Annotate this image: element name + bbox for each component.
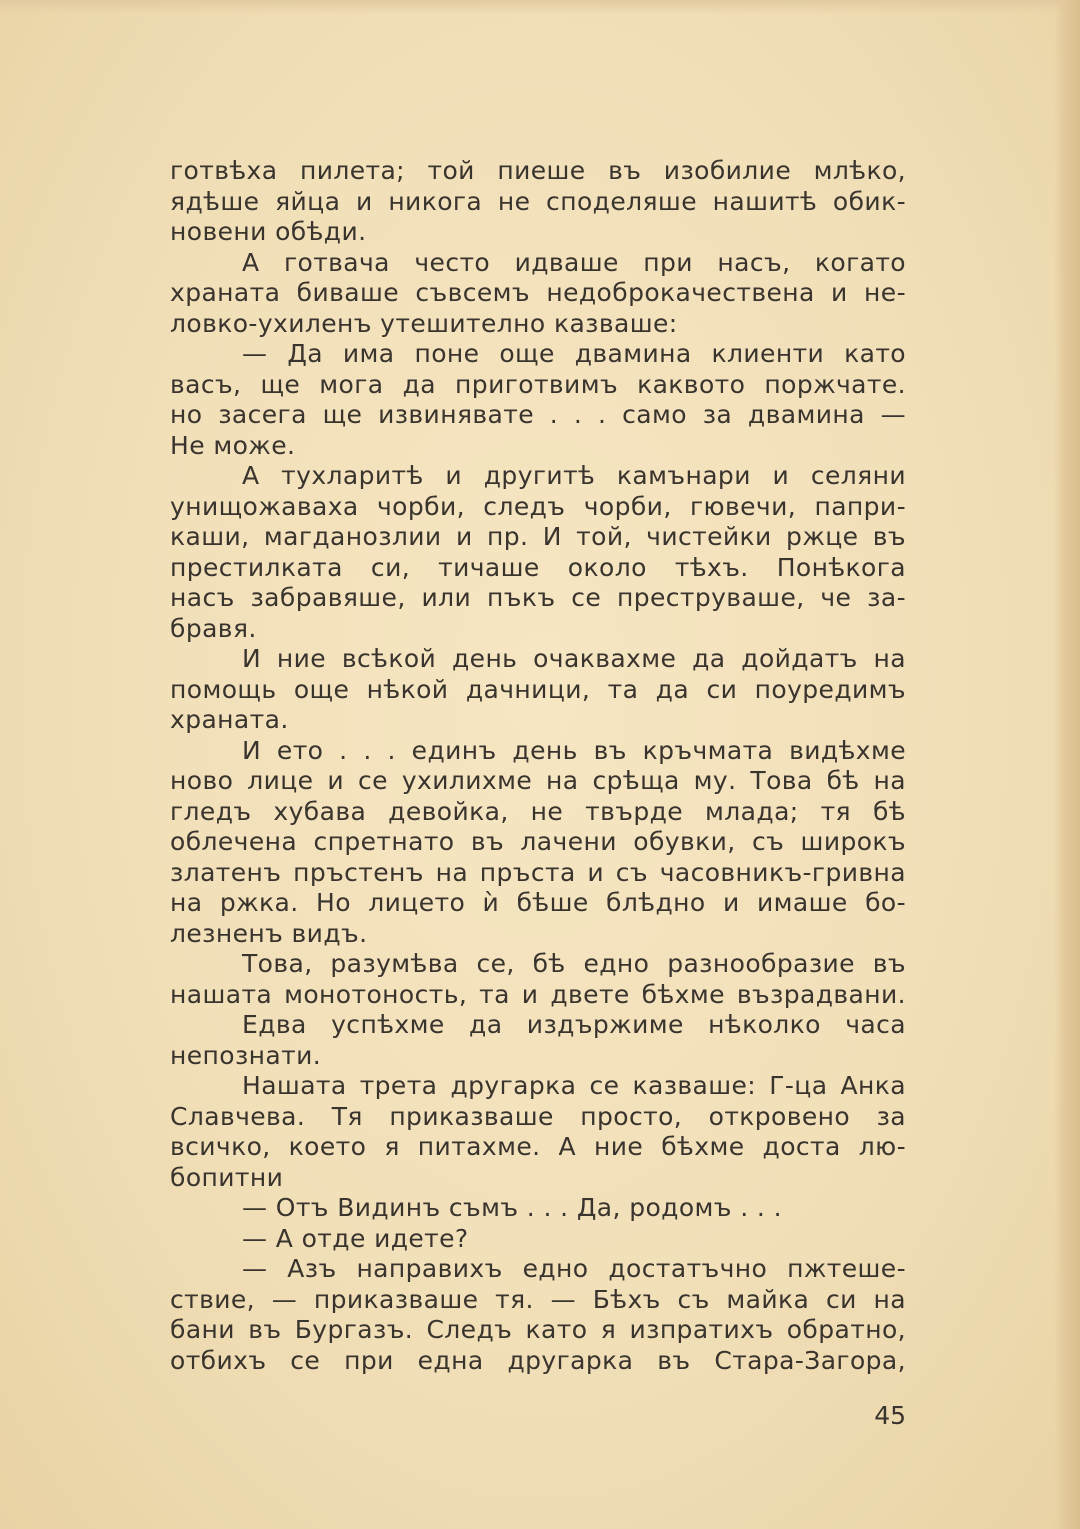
text-line: И ние всѣкой день очаквахме да дойдатъ на — [242, 644, 906, 673]
text-line: бравя. — [170, 613, 257, 643]
text-line: А тухларитѣ и другитѣ камънари и селяни — [242, 461, 906, 490]
text-line: васъ, ще мога да приготвимъ каквото поржчате. — [170, 369, 906, 399]
page-top-shadow — [0, 0, 1080, 14]
text-line: Това, разумѣва се, бѣ едно разнообразие въ — [242, 949, 906, 978]
text-line: храната. — [170, 705, 289, 734]
text-line: Славчева. Тя приказваше просто, откровено за — [170, 1101, 906, 1131]
text-line: нашата монотоность, та и двете бѣхме възрадвани. — [170, 979, 906, 1009]
text-line: — А отде идете? — [242, 1223, 469, 1253]
text-line: престилката си, тичаше около тѣхъ. Понѣкога — [170, 552, 906, 582]
text-line: ядѣше яйца и никога не споделяше нашитѣ обик- — [170, 186, 906, 216]
text-line: помощь още нѣкой дачници, та да си поуредимъ — [170, 674, 906, 704]
text-line: бани въ Бургазъ. Следъ като я изпратихъ обратно, — [170, 1315, 906, 1344]
text-line: — Азъ направихъ едно достатъчно пжтеше- — [242, 1254, 906, 1283]
text-line: Нашата трета другарка се казваше: Г-ца Анка — [242, 1071, 906, 1100]
text-line: златенъ пръстенъ на пръста и съ часовникъ-гривна — [170, 857, 906, 887]
text-line: ловко-ухиленъ утешително казваше: — [170, 308, 678, 338]
text-line: непознати. — [170, 1040, 322, 1070]
body-text — [170, 156, 906, 1376]
text-line: унищожаваха чорби, следъ чорби, гювечи, папри- — [170, 491, 906, 521]
text-line: — Отъ Видинъ съмъ . . . Да, родомъ . . . — [242, 1193, 782, 1222]
page-right-edge — [1054, 0, 1080, 1529]
text-line: А готвача често идваше при насъ, когато — [242, 247, 906, 277]
text-line: бопитни — [170, 1162, 284, 1192]
text-line: ново лице и се ухилихме на срѣща му. Това бѣ на — [170, 766, 906, 795]
text-line: гледъ хубава девойка, не твърде млада; тя бѣ — [170, 796, 906, 826]
page-number: 45 — [874, 1401, 906, 1430]
text-line: — Да има поне още двамина клиенти като — [242, 339, 906, 368]
text-line: Едва успѣхме да издържиме нѣколко часа — [242, 1010, 906, 1039]
text-line: новени обѣди. — [170, 217, 367, 246]
text-line: готвѣха пилета; той пиеше въ изобилие млѣко, — [170, 156, 906, 185]
text-line: но засега ще извинявате . . . само за двамина — — [170, 400, 906, 429]
text-line: всичко, което я питахме. А ние бѣхме доста лю- — [170, 1132, 906, 1161]
text-line: храната биваше съвсемъ недоброкачествена и не- — [170, 278, 906, 307]
text-line: каши, магданозлии и пр. И той, чистейки ржце въ — [170, 522, 906, 551]
text-line: лезненъ видъ. — [170, 918, 368, 948]
text-line: И ето . . . единъ день въ кръчмата видѣхме — [242, 735, 906, 765]
text-line: облечена спретнато въ лачени обувки, съ широкъ — [170, 827, 906, 856]
text-line: на ржка. Но лицето ѝ бѣше блѣдно и имаше бо- — [170, 888, 906, 917]
text-line: Не може. — [170, 430, 296, 460]
text-line: насъ забравяше, или пъкъ се преструваше, че за- — [170, 583, 906, 612]
text-line: ствие, — приказваше тя. — Бѣхъ съ майка си на — [170, 1284, 906, 1314]
text-line: отбихъ се при една другарка въ Стара-Загора, — [170, 1345, 906, 1375]
